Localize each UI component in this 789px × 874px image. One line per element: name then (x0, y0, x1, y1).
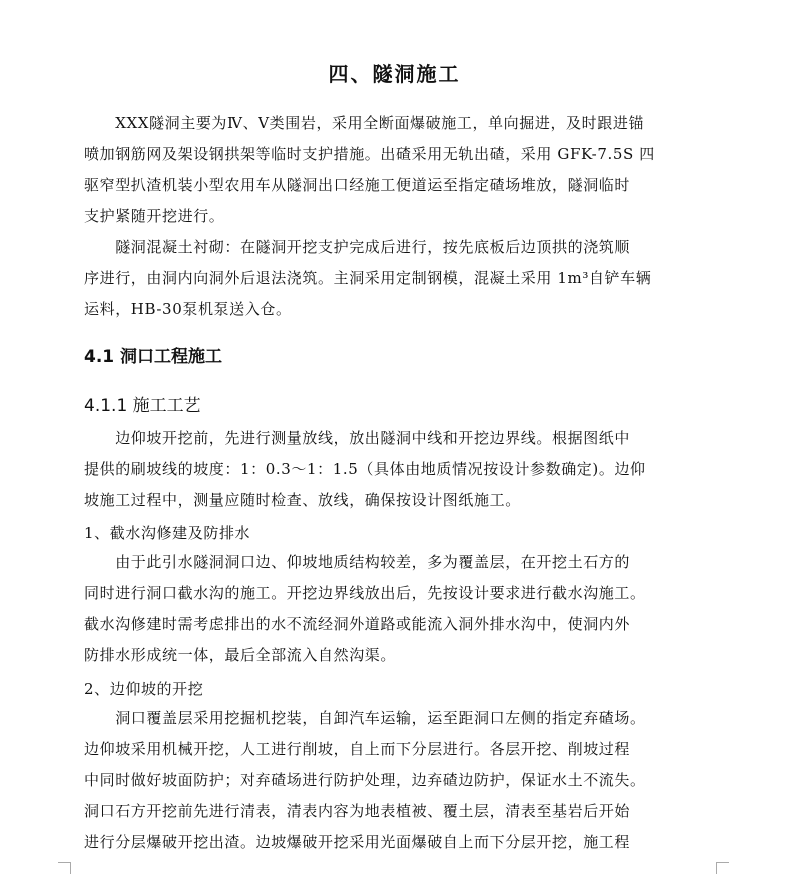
text-line: XXX隧洞主要为Ⅳ、Ⅴ类围岩，采用全断面爆破施工，单向掘进，及时跟进锚 (84, 114, 645, 132)
text-line: 中同时做好坡面防护；对弃碴场进行防护处理，边弃碴边防护，保证水土不流失。 (84, 771, 646, 789)
text-line: 喷加钢筋网及架设钢拱架等临时支护措施。出碴采用无轨出碴，采用 GFK-7.5S 四 (84, 145, 655, 163)
paragraph-lining (84, 232, 699, 325)
paragraph-overburden (84, 703, 699, 858)
heading-4-1: 4.1 洞口工程施工 (84, 347, 223, 367)
text-line: 提供的刷坡线的坡度：1：0.3～1：1.5（具体由地质情况按设计参数确定)。边仰 (84, 460, 646, 478)
text-line: 同时进行洞口截水沟的施工。开挖边界线放出后，先按设计要求进行截水沟施工。 (84, 584, 646, 602)
text-line: 洞口覆盖层采用挖掘机挖装，自卸汽车运输，运至距洞口左侧的指定弃碴场。 (84, 709, 646, 727)
text-line: 运料，HB-30泵机泵送入仓。 (84, 300, 292, 318)
text-line: 隧洞混凝土衬砌：在隧洞开挖支护完成后进行，按先底板后边顶拱的浇筑顺 (84, 238, 631, 256)
text-line: 驱窄型扒渣机装小型农用车从隧洞出口经施工便道运至指定碴场堆放，隧洞临时 (84, 176, 631, 194)
subheading-slope-excavation: 2、边仰坡的开挖 (84, 680, 204, 698)
paragraph-drainage (84, 547, 699, 671)
paragraph-slope-excavation (84, 423, 699, 516)
text-line: 由于此引水隧洞洞口边、仰坡地质结构较差，多为覆盖层，在开挖土石方的 (84, 553, 631, 571)
text-line: 边仰坡开挖前，先进行测量放线，放出隧洞中线和开挖边界线。根据图纸中 (84, 429, 631, 447)
text-line: 洞口石方开挖前先进行清表，清表内容为地表植被、覆土层，清表至基岩后开始 (84, 802, 631, 820)
text-line: 序进行，由洞内向洞外后退法浇筑。主洞采用定制钢模，混凝土采用 1m³自铲车辆 (84, 269, 652, 287)
text-line: 坡施工过程中，测量应随时检查、放线，确保按设计图纸施工。 (84, 491, 521, 509)
text-line: 截水沟修建时需考虑排出的水不流经洞外道路或能流入洞外排水沟中，使洞内外 (84, 615, 631, 633)
text-line: 防排水形成统一体，最后全部流入自然沟渠。 (84, 646, 397, 664)
text-line: 支护紧随开挖进行。 (84, 207, 225, 225)
subheading-drainage: 1、截水沟修建及防排水 (84, 524, 251, 542)
text-line: 边仰坡采用机械开挖，人工进行削坡，自上而下分层进行。各层开挖、削坡过程 (84, 740, 631, 758)
page-corner-mark-left (58, 862, 71, 874)
heading-4-1-1: 4.1.1 施工工艺 (84, 396, 201, 416)
page-title: 四、隧洞施工 (328, 62, 461, 86)
text-line: 进行分层爆破开挖出渣。边坡爆破开挖采用光面爆破自上而下分层开挖，施工程 (84, 833, 631, 851)
paragraph-tunnel-overview (84, 108, 699, 232)
page-corner-mark-right (716, 862, 729, 874)
